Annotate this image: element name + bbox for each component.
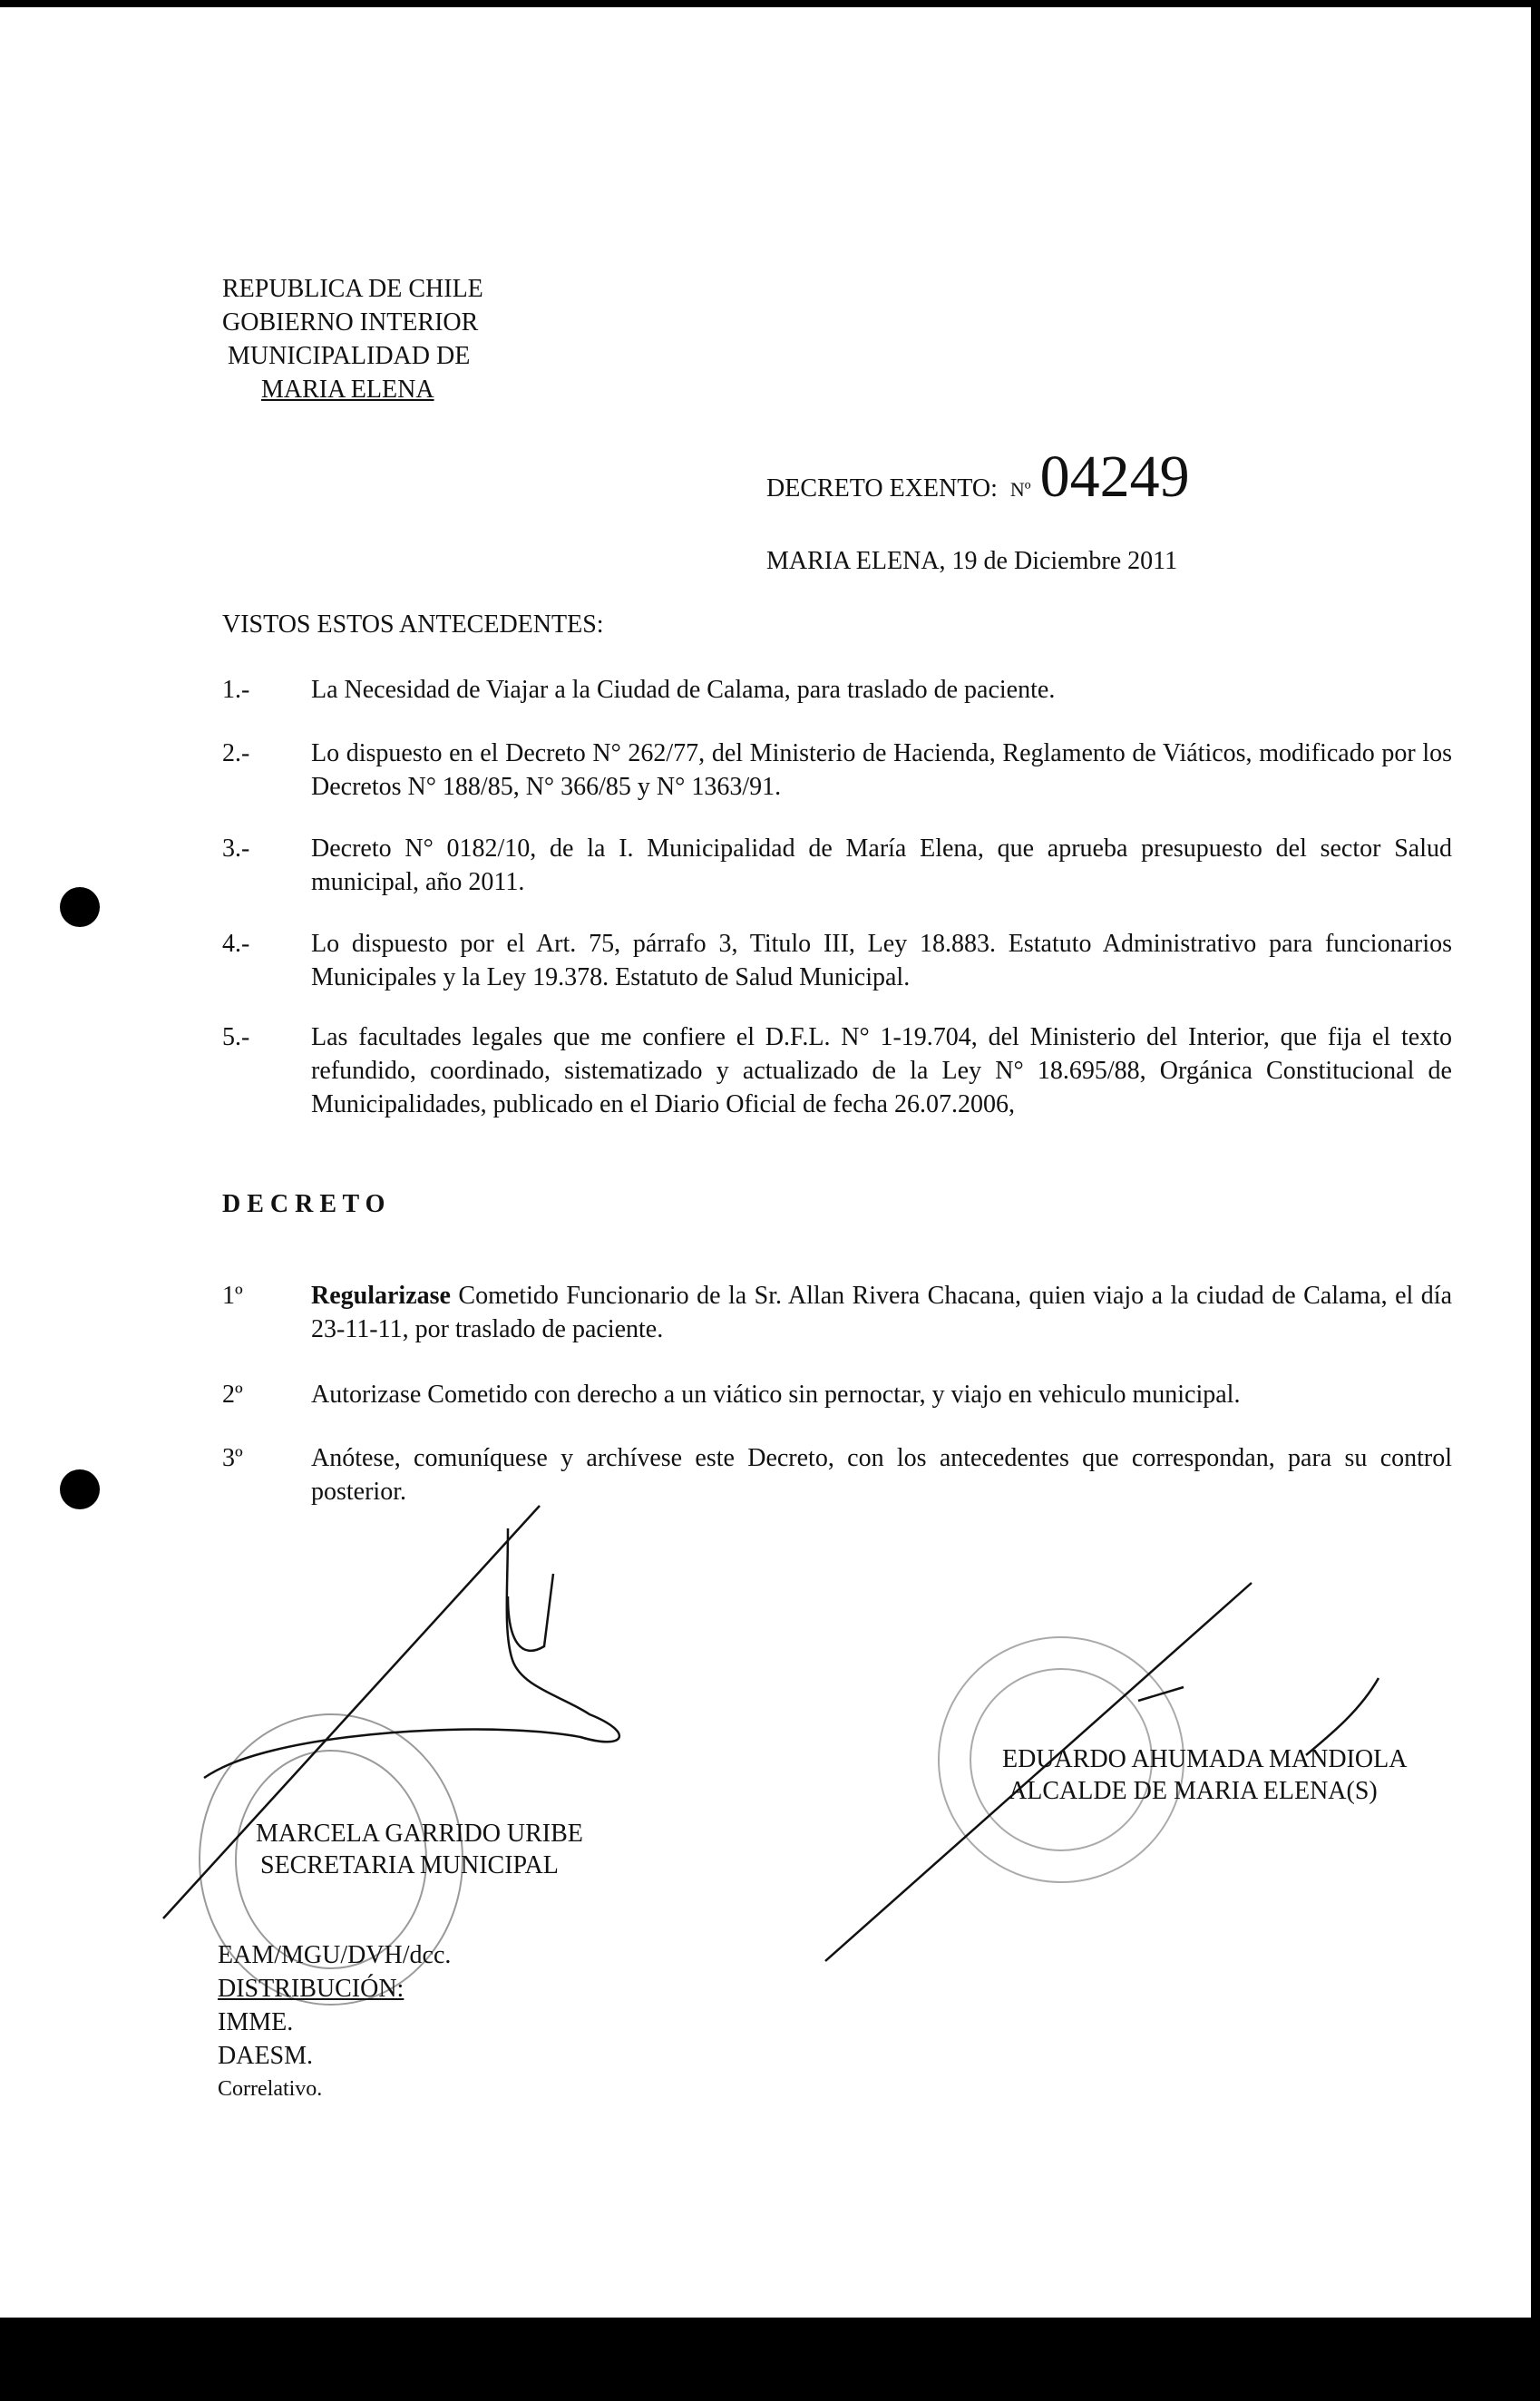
decreto-item: Anótese, comuníquese y archívese este Decreto, con los antecedentes que correspondan, para su control posterior. (311, 1444, 1452, 1506)
mayor-name: EDUARDO AHUMADA MANDIOLA (1002, 1745, 1408, 1773)
header-line: MUNICIPALIDAD DE (228, 342, 471, 370)
item-number: 3.- (222, 834, 250, 863)
distribution-item: Correlativo. (218, 2077, 323, 2101)
decreto-item: Autorizase Cometido con derecho a un viático sin pernoctar, y viajo en vehiculo municipal. (311, 1381, 1241, 1409)
item-number: 4.- (222, 930, 250, 958)
vistos-item: Lo dispuesto por el Art. 75, párrafo 3, Titulo III, Ley 18.883. Estatuto Administrativo para funcionarios Municipales y la Ley 19.378. Estatuto de Salud Municipal. (311, 930, 1452, 991)
distribution-item: IMME. (218, 2008, 294, 2036)
place-date: MARIA ELENA, 19 de Diciembre 2011 (766, 547, 1178, 575)
distribution-title: DISTRIBUCIÓN: (218, 1975, 404, 2003)
item-number: 3º (222, 1444, 243, 1472)
decree-number: 04249 (1039, 444, 1190, 510)
decree-label: DECRETO EXENTO: (766, 474, 998, 503)
initials: EAM/MGU/DVH/dcc. (218, 1941, 452, 1969)
item-number: 5.- (222, 1023, 250, 1051)
number-prefix: Nº (1009, 478, 1031, 501)
vistos-title: VISTOS ESTOS ANTECEDENTES: (222, 610, 604, 639)
mayor-title: ALCALDE DE MARIA ELENA(S) (1009, 1777, 1378, 1805)
header-line: GOBIERNO INTERIOR (222, 308, 479, 337)
distribution-item: DAESM. (218, 2042, 314, 2070)
header-line: MARIA ELENA (261, 376, 434, 404)
item-number: 2.- (222, 739, 250, 767)
decreto-title: D E C R E T O (222, 1190, 385, 1218)
vistos-item: Decreto N° 0182/10, de la I. Municipalidad de María Elena, que aprueba presupuesto del sector Salud municipal, año 2011. (311, 834, 1452, 896)
item-number: 2º (222, 1381, 243, 1409)
secretary-name: MARCELA GARRIDO URIBE (256, 1820, 583, 1848)
item-number: 1º (222, 1282, 243, 1310)
vistos-item: Lo dispuesto en el Decreto N° 262/77, del Ministerio de Hacienda, Reglamento de Viáticos, modificado por los Decretos N° 188/85, N° 366/85 y N° 1363/91. (311, 739, 1452, 801)
item-text: Cometido Funcionario de la Sr. Allan Rivera Chacana, quien viajo a la ciudad de Calama, el día 23-11-11, por traslado de paciente. (311, 1282, 1452, 1343)
bold-term: Regularizase (311, 1282, 451, 1310)
vistos-item: Las facultades legales que me confiere el D.F.L. N° 1-19.704, del Ministerio del Interior, que fija el texto refundido, coordinado, sistematizado y actualizado de la Ley N° 18.695/88, Orgánica Constitucional de Municipalidades, publicado en el Diario Oficial de fecha 26.07.2006, (311, 1023, 1452, 1118)
header-line: REPUBLICA DE CHILE (222, 275, 483, 303)
secretary-title: SECRETARIA MUNICIPAL (260, 1851, 559, 1879)
vistos-item: La Necesidad de Viajar a la Ciudad de Calama, para traslado de paciente. (311, 676, 1056, 704)
item-number: 1.- (222, 676, 250, 704)
distribution-block (218, 1938, 451, 2106)
